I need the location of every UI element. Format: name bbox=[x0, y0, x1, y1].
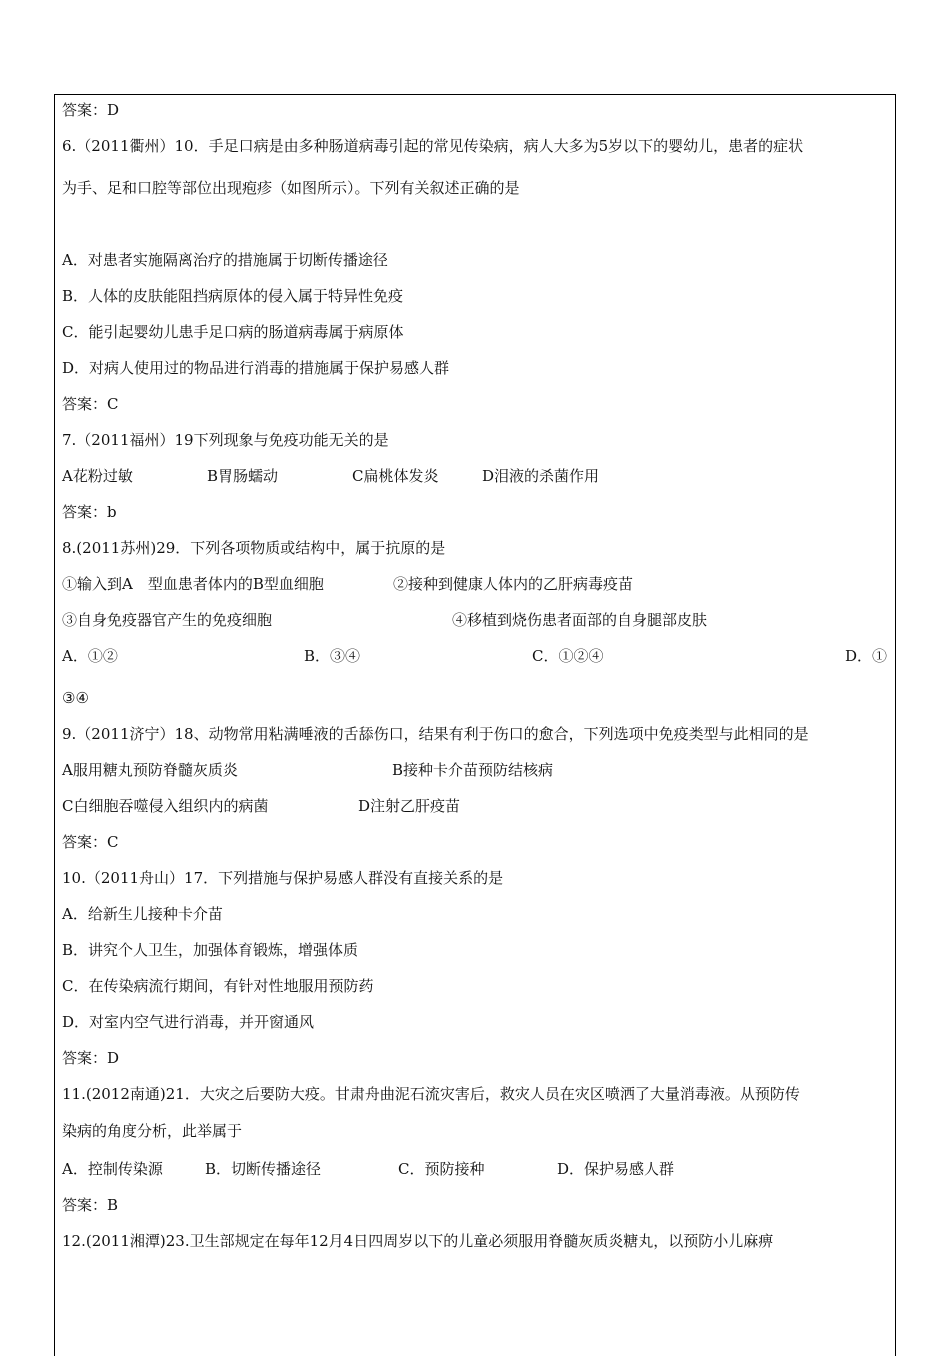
question-10-option-b: B．讲究个人卫生，加强体育锻炼，增强体质 bbox=[62, 941, 359, 959]
question-6-option-b: B．人体的皮肤能阻挡病原体的侵入属于特异性免疫 bbox=[62, 287, 404, 305]
question-12: 12.(2011湘潭)23.卫生部规定在每年12月4日四周岁以下的儿童必须服用脊髓灰质炎糖丸，以预防小儿麻痹 bbox=[62, 1232, 774, 1250]
question-11-option-a: A．控制传染源 bbox=[62, 1160, 163, 1178]
question-7-option-a: A花粉过敏 bbox=[62, 467, 133, 485]
question-8-item-2: ②接种到健康人体内的乙肝病毒疫苗 bbox=[393, 575, 634, 593]
question-8: 8.(2011苏州)29．下列各项物质或结构中，属于抗原的是 bbox=[62, 539, 446, 557]
question-6-line-1: 6.（2011衢州）10．手足口病是由多种肠道病毒引起的常见传染病，病人大多为5岁以下的婴幼儿，患者的症状 bbox=[62, 137, 804, 155]
answer-5: 答案：D bbox=[62, 101, 120, 119]
question-11-line-1: 11.(2012南通)21．大灾之后要防大疫。甘肃舟曲泥石流灾害后，救灾人员在灾区喷洒了大量消毒液。从预防传 bbox=[62, 1085, 800, 1103]
question-7-option-b: B胃肠蠕动 bbox=[207, 467, 279, 485]
question-9: 9.（2011济宁）18、动物常用粘满唾液的舌舔伤口，结果有利于伤口的愈合，下列选项中免疫类型与此相同的是 bbox=[62, 725, 809, 743]
question-8-item-1: ①输入到A 型血患者体内的B型血细胞 bbox=[62, 575, 324, 593]
answer-11: 答案：B bbox=[62, 1196, 119, 1214]
answer-6: 答案：C bbox=[62, 395, 119, 413]
question-6-option-a: A．对患者实施隔离治疗的措施属于切断传播途径 bbox=[62, 251, 388, 269]
question-7-option-c: C扁桃体发炎 bbox=[352, 467, 439, 485]
answer-9: 答案：C bbox=[62, 833, 119, 851]
question-8-option-a: A．①② bbox=[62, 647, 118, 665]
question-8-item-3: ③自身免疫器官产生的免疫细胞 bbox=[62, 611, 273, 629]
question-11-option-b: B．切断传播途径 bbox=[205, 1160, 322, 1178]
question-10: 10.（2011舟山）17．下列措施与保护易感人群没有直接关系的是 bbox=[62, 869, 504, 887]
question-7-option-d: D泪液的杀菌作用 bbox=[482, 467, 600, 485]
question-6-line-2: 为手、足和口腔等部位出现疱疹（如图所示）。下列有关叙述正确的是 bbox=[62, 179, 520, 197]
question-9-option-a: A服用糖丸预防脊髓灰质炎 bbox=[62, 761, 238, 779]
question-6-option-c: C．能引起婴幼儿患手足口病的肠道病毒属于病原体 bbox=[62, 323, 404, 341]
question-9-option-b: B接种卡介苗预防结核病 bbox=[392, 761, 554, 779]
answer-10: 答案：D bbox=[62, 1049, 120, 1067]
question-9-option-c: C白细胞吞噬侵入组织内的病菌 bbox=[62, 797, 269, 815]
question-8-item-4: ④移植到烧伤患者面部的自身腿部皮肤 bbox=[452, 611, 708, 629]
question-11-option-c: C．预防接种 bbox=[398, 1160, 485, 1178]
question-7: 7.（2011福州）19下列现象与免疫功能无关的是 bbox=[62, 431, 389, 449]
question-11-option-d: D．保护易感人群 bbox=[557, 1160, 675, 1178]
question-11-line-2: 染病的角度分析，此举属于 bbox=[62, 1122, 243, 1140]
question-9-option-d: D注射乙肝疫苗 bbox=[358, 797, 461, 815]
question-8-option-c: C．①②④ bbox=[532, 647, 604, 665]
question-8-option-d-cont: ③④ bbox=[62, 689, 89, 707]
question-8-option-d: D．① bbox=[845, 647, 888, 665]
question-10-option-a: A．给新生儿接种卡介苗 bbox=[62, 905, 223, 923]
question-8-option-b: B．③④ bbox=[304, 647, 361, 665]
question-10-option-d: D．对室内空气进行消毒，并开窗通风 bbox=[62, 1013, 315, 1031]
question-10-option-c: C．在传染病流行期间，有针对性地服用预防药 bbox=[62, 977, 374, 995]
question-6-option-d: D．对病人使用过的物品进行消毒的措施属于保护易感人群 bbox=[62, 359, 450, 377]
answer-7: 答案：b bbox=[62, 503, 117, 521]
